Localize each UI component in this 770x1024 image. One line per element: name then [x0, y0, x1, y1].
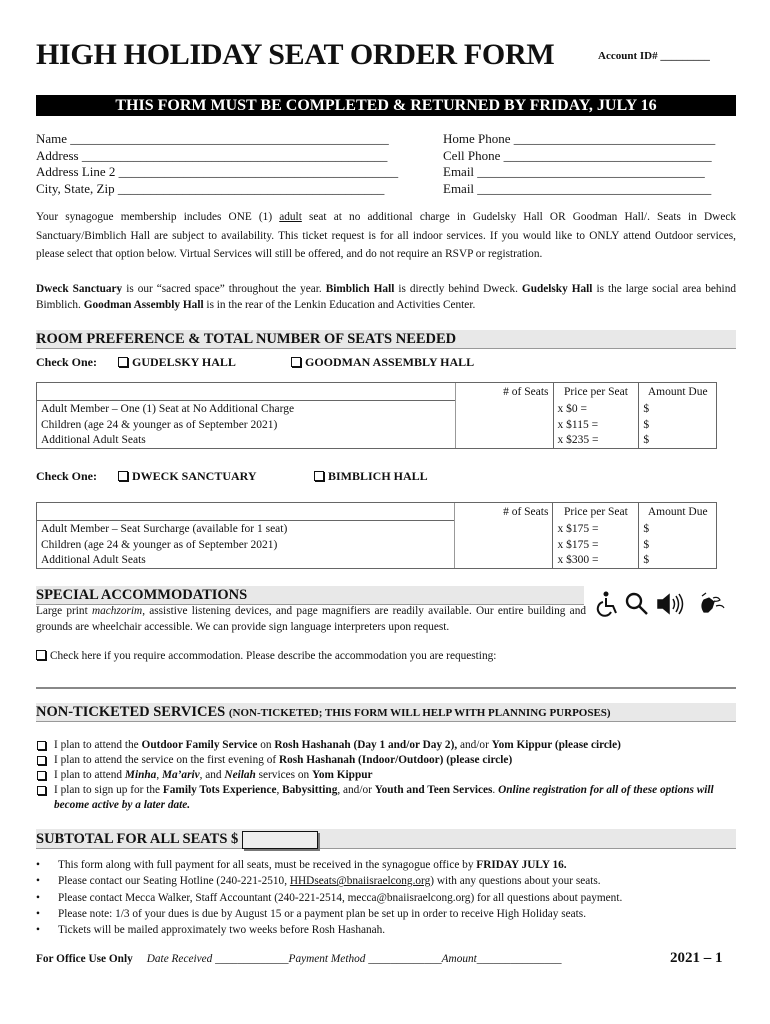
list-item: • Tickets will be mailed approximately two weeks before Rosh Hashanah.: [36, 922, 736, 938]
list-item: • This form along with full payment for all seats, must be received in the synagogue office by FRIDAY JULY 16.: [36, 857, 736, 873]
divider: [36, 687, 736, 689]
hearing-icon: [658, 594, 683, 614]
home-phone-field[interactable]: Home Phone _______________________________: [443, 131, 716, 146]
office-use-label: For Office Use Only: [36, 953, 133, 965]
deadline-banner: THIS FORM MUST BE COMPLETED & RETURNED BY FRIDAY, JULY 16: [36, 95, 736, 116]
dweck-option[interactable]: DWECK SANCTUARY: [118, 469, 132, 484]
table-row: Adult Member – One (1) Seat at No Additional Charge x $0 = $: [37, 401, 717, 417]
price-column-header: Price per Seat: [553, 503, 639, 521]
amount-column-header: Amount Due: [639, 503, 717, 521]
seats-input[interactable]: [455, 521, 553, 537]
wheelchair-icon: [598, 592, 616, 616]
non-ticketed-heading: NON-TICKETED SERVICES (NON-TICKETED; THIS FORM WILL HELP WITH PLANNING PURPOSES): [36, 703, 736, 722]
checkbox-icon[interactable]: [36, 650, 46, 660]
amount-input[interactable]: $: [639, 537, 717, 553]
email-field-2[interactable]: Email ____________________________________: [443, 180, 712, 196]
amount-input[interactable]: $: [639, 521, 717, 537]
contact-left-column: [36, 131, 426, 197]
seats-input[interactable]: [455, 553, 553, 569]
checkbox-icon[interactable]: [118, 471, 128, 481]
seats-input[interactable]: [455, 537, 553, 553]
form-title: HIGH HOLIDAY SEAT ORDER FORM: [36, 38, 555, 71]
check-one-label: Check One:: [36, 469, 97, 483]
seats-input[interactable]: [455, 433, 553, 449]
magnifier-icon: [627, 594, 647, 614]
checkbox-icon[interactable]: [118, 357, 128, 367]
seats-column-header: # of Seats: [455, 503, 553, 521]
rooms-description: Dweck Sanctuary is our “sacred space” throughout the year. Bimblich Hall is directly behind Dweck. Gudelsky Hall is the large social area behind Bimblich. Goodman Assembly Hall is in the rear of the Lenkin Education and Activities Center.: [36, 283, 736, 311]
gudelsky-option[interactable]: GUDELSKY HALL: [118, 355, 132, 370]
address-field[interactable]: Address _______________________________________________: [36, 147, 388, 163]
list-item: • Please contact Mecca Walker, Staff Accountant (240-221-2514, mecca@bnaiisraelcong.org) for all questions about payment.: [36, 890, 736, 906]
contact-right-column: [443, 131, 743, 197]
accessibility-icons: [596, 590, 746, 618]
membership-paragraph: Your synagogue membership includes ONE (1) adult seat at no additional charge in Gudelsky Hall OR Goodman Hall/. Seats in Dweck Sanctuary/Bimblich Hall are subject to availability. This ticket request is for all indoor services. If you would like to ONLY attend Outdoor services, please select that option below. Virtual Services will still be offered, and do not require an RSVP or registration.: [36, 211, 736, 260]
list-item[interactable]: I plan to attend the Outdoor Family Service on Rosh Hashanah (Day 1 and/or Day 2), and/or Yom Kippur (please circle): [36, 738, 736, 753]
checkbox-icon[interactable]: [37, 756, 46, 765]
list-item[interactable]: I plan to sign up for the Family Tots Experience, Babysitting, and/or Youth and Teen Services. Online registration for all of these options will become active by a later date.: [36, 783, 736, 813]
list-item[interactable]: I plan to attend the service on the first evening of Rosh Hashanah (Indoor/Outdoor) (please circle): [36, 753, 736, 768]
sign-language-icon: [702, 593, 724, 612]
non-ticketed-list: [36, 738, 736, 813]
city-state-zip-field[interactable]: City, State, Zip _________________________________________: [36, 180, 385, 196]
office-use-footer: [36, 950, 736, 966]
address-line2-field[interactable]: Address Line 2 ___________________________________________: [36, 164, 399, 179]
seats-column-header: # of Seats: [455, 383, 553, 401]
price-column-header: Price per Seat: [553, 383, 639, 401]
list-item: • Please note: 1/3 of your dues is due by August 15 or a payment plan be set up in order to receive High Holiday seats.: [36, 906, 736, 922]
amount-input[interactable]: $: [639, 433, 717, 449]
table-row: Additional Adult Seats x $235 = $: [37, 433, 717, 449]
seats-input[interactable]: [455, 417, 553, 433]
checkbox-icon[interactable]: [37, 741, 46, 750]
amount-input[interactable]: $: [639, 553, 717, 569]
table-row: Additional Adult Seats x $300 = $: [37, 553, 717, 569]
seating-email-link[interactable]: HHDseats@bnaiisraelcong.org: [289, 875, 431, 888]
bimblich-option[interactable]: BIMBLICH HALL: [314, 469, 328, 484]
email-field-1[interactable]: Email ___________________________________: [443, 164, 705, 179]
table-row: Children (age 24 & younger as of September 2021) x $115 = $: [37, 417, 717, 433]
list-item: • Please contact our Seating Hotline (240-221-2510, HHDseats@bnaiisraelcong.org) with any questions about your seats.: [36, 873, 736, 889]
form-version: 2021 – 1: [670, 950, 723, 966]
table-row: Adult Member – Seat Surcharge (available for 1 seat) x $175 = $: [37, 521, 717, 537]
room-preference-heading: ROOM PREFERENCE & TOTAL NUMBER OF SEATS NEEDED: [36, 330, 736, 349]
table-row: Children (age 24 & younger as of September 2021) x $175 = $: [37, 537, 717, 553]
seats-input[interactable]: [455, 401, 553, 417]
amount-input[interactable]: $: [639, 417, 717, 433]
checkbox-icon[interactable]: [291, 357, 301, 367]
cell-phone-field[interactable]: Cell Phone ________________________________: [443, 147, 712, 163]
check-one-label: Check One:: [36, 355, 97, 369]
list-item[interactable]: I plan to attend Minha, Ma’ariv, and Neilah services on Yom Kippur: [36, 768, 736, 783]
subtotal-heading: SUBTOTAL FOR ALL SEATS $: [36, 829, 736, 849]
seats-table-1: [36, 382, 717, 449]
subtotal-input[interactable]: [242, 831, 318, 849]
checkbox-icon[interactable]: [314, 471, 324, 481]
notes-list: [36, 857, 736, 938]
seats-table-2: [36, 502, 717, 569]
checkbox-icon[interactable]: [37, 786, 46, 795]
accommodations-text: Large print machzorim, assistive listening devices, and page magnifiers are readily available. Our entire building and grounds are wheelchair accessible. We can provide sign language interpreters upon request.: [36, 605, 586, 633]
account-id-field[interactable]: Account ID# _________: [598, 50, 710, 62]
accommodations-heading: SPECIAL ACCOMMODATIONS: [36, 586, 584, 605]
checkbox-icon[interactable]: [37, 771, 46, 780]
amount-column-header: Amount Due: [639, 383, 717, 401]
accommodation-checkbox-row[interactable]: Check here if you require accommodation. Please describe the accommodation you are requesting:: [36, 650, 496, 662]
amount-input[interactable]: $: [639, 401, 717, 417]
name-field[interactable]: Name _________________________________________________: [36, 131, 389, 146]
office-use-fields: Date Received _____________Payment Method _____________Amount_______________: [146, 953, 562, 965]
goodman-option[interactable]: GOODMAN ASSEMBLY HALL: [291, 355, 305, 370]
